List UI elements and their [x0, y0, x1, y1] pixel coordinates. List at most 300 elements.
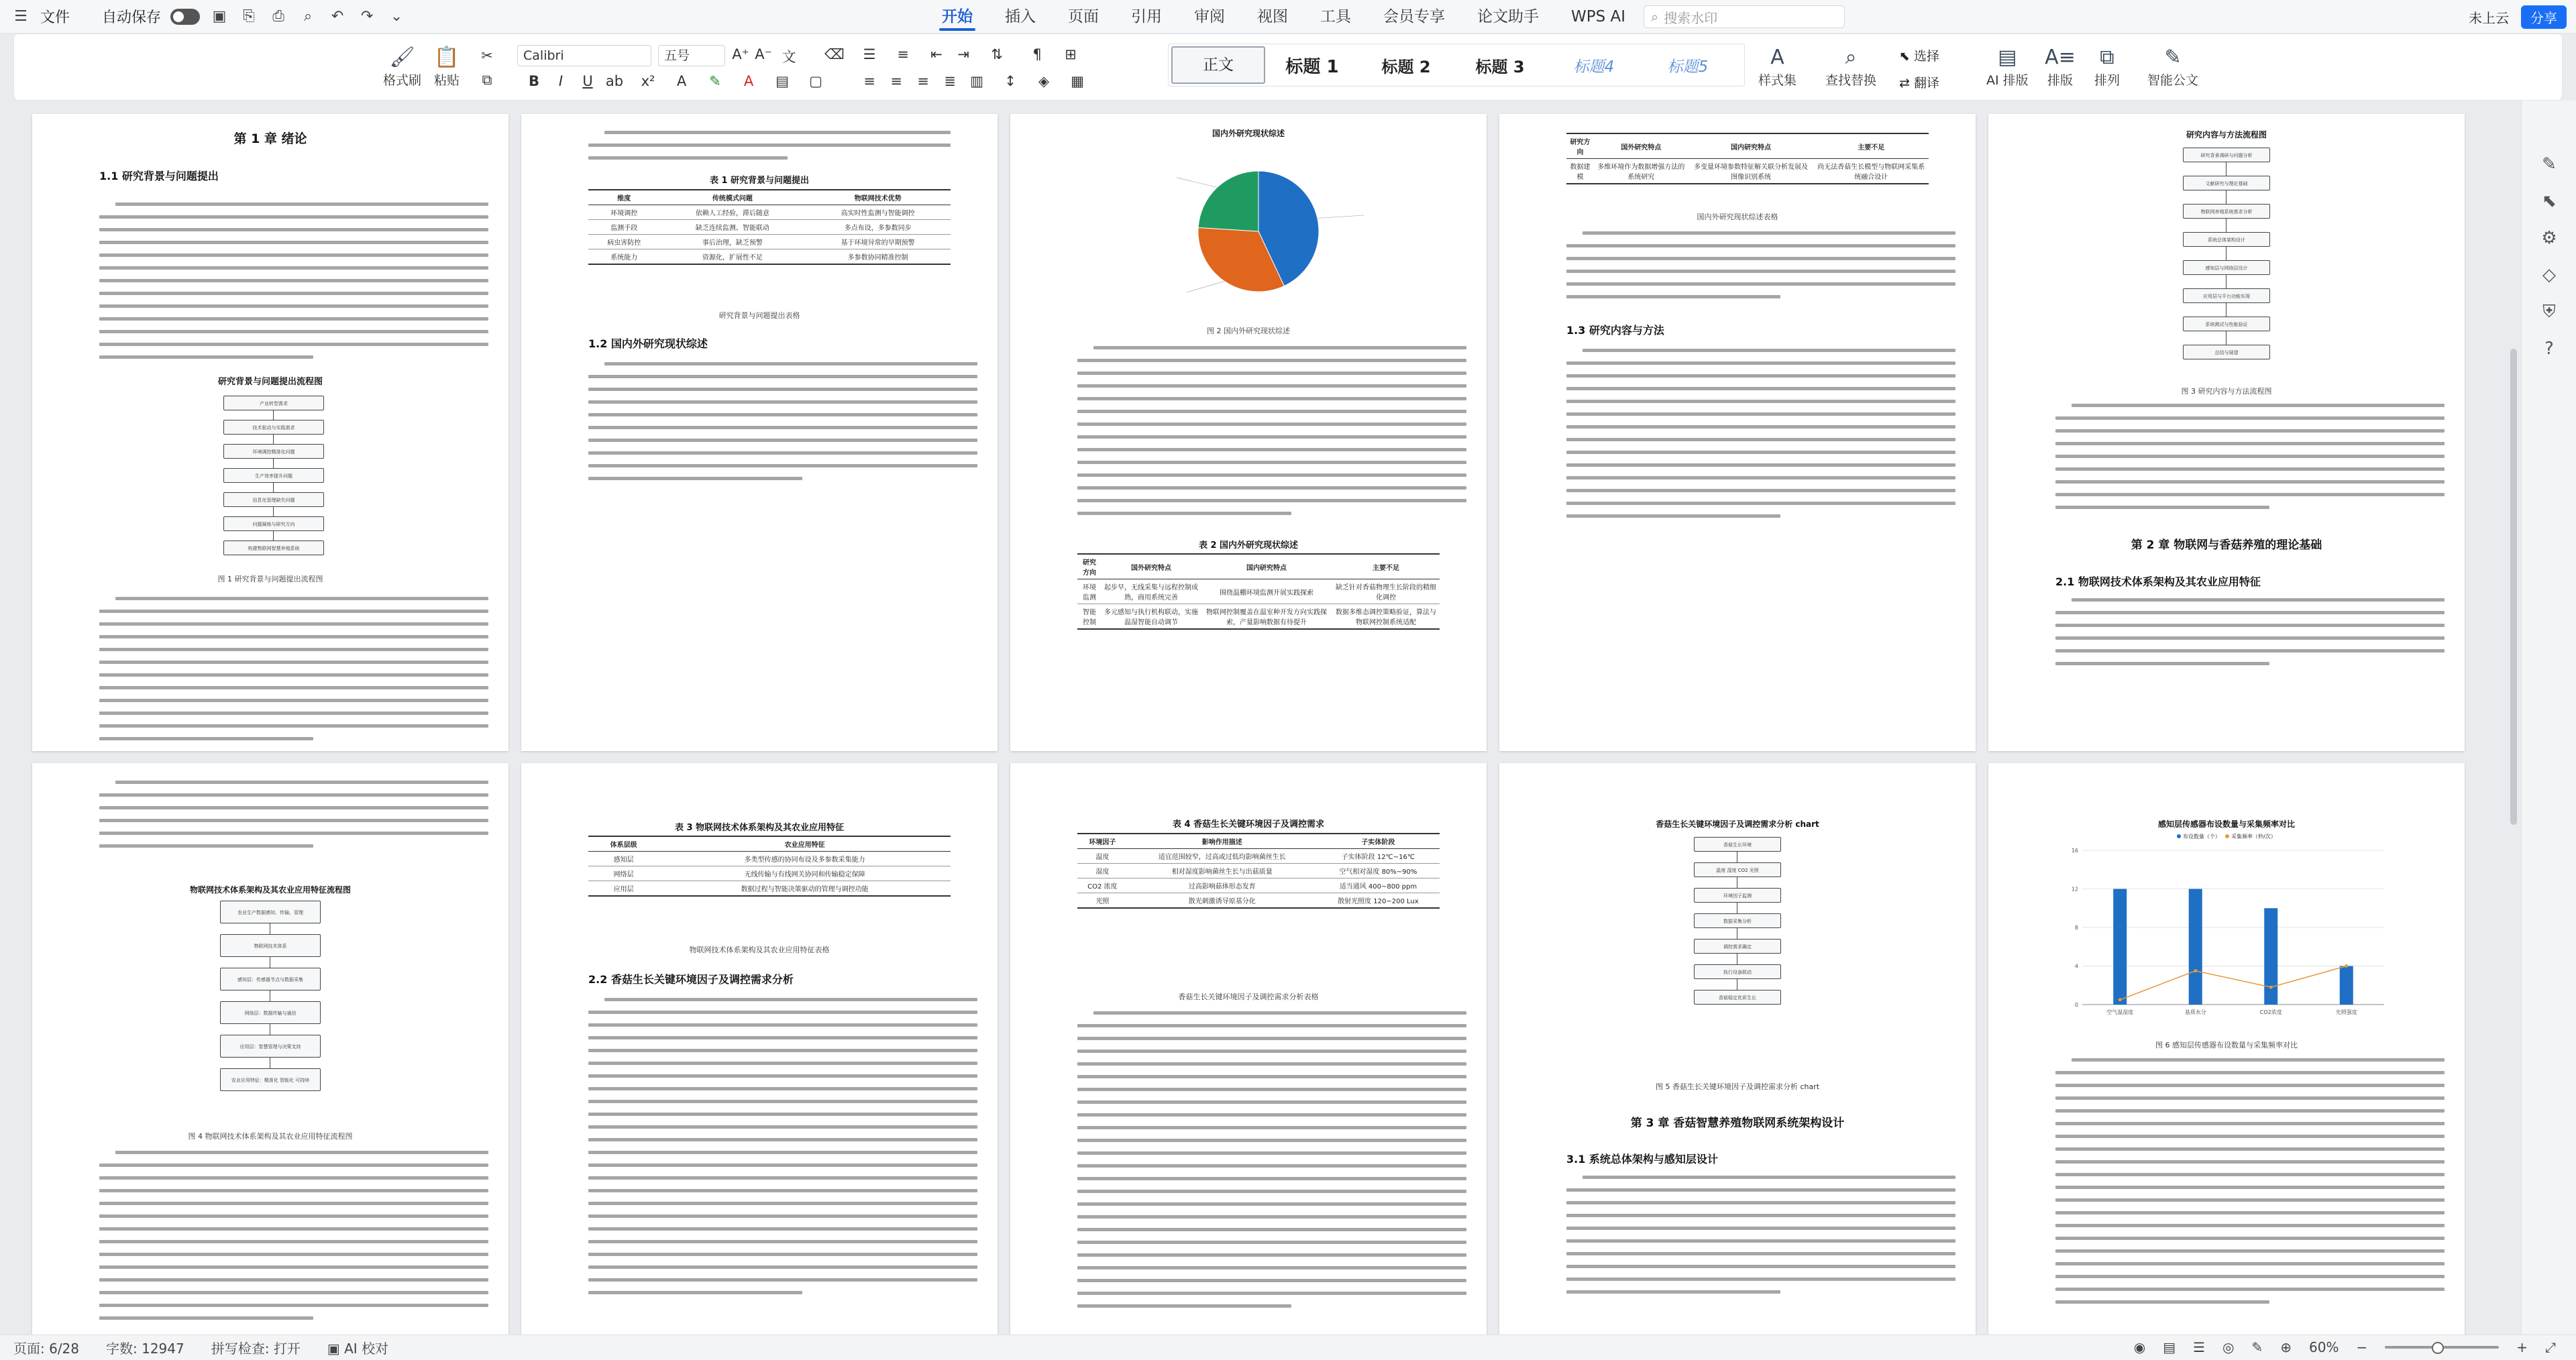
chapter-title: 第 1 章 绪论	[233, 131, 307, 146]
text-line	[2055, 1237, 2445, 1240]
text-line	[1566, 1239, 1955, 1243]
table-header: 主要不足	[1332, 554, 1440, 579]
figure-title: 物联网技术体系架构及其农业应用特征流程图	[189, 885, 351, 895]
search-box[interactable]	[1644, 5, 1845, 28]
layout-button[interactable]: A≡ 排版	[2047, 44, 2074, 89]
page-7	[521, 763, 998, 1335]
table-cell: 依赖人工经验，滞后随意	[660, 205, 806, 220]
distribute-icon[interactable]: ▥	[970, 73, 983, 89]
text-line	[1077, 359, 1466, 362]
text-line	[588, 1062, 977, 1065]
text-line	[99, 343, 488, 346]
shape-icon[interactable]: ◇	[2542, 265, 2556, 285]
text-line	[1077, 384, 1466, 388]
flow-node: 香菇稳定优质生长	[1694, 990, 1781, 1005]
table-note: 物联网技术体系架构及其农业应用特征表格	[689, 946, 830, 954]
write-view-icon[interactable]: ✎	[2251, 1339, 2263, 1355]
text-line	[588, 1138, 977, 1141]
line-series	[2120, 966, 2347, 1000]
customize-chevron-icon[interactable]: ⌄	[390, 8, 403, 25]
text-line	[99, 686, 488, 689]
table-cell: 多维环境作为数据增强方法的系统研究	[1594, 159, 1688, 184]
flow-arrow	[273, 507, 274, 516]
underline-icon[interactable]: U	[582, 73, 593, 89]
flow-node: 执行设备联动	[1694, 964, 1781, 979]
table-note: 研究背景与问题提出表格	[718, 311, 800, 320]
text-line	[1077, 1151, 1466, 1155]
section-heading: 3.1 系统总体架构与感知层设计	[1566, 1153, 1718, 1166]
share-button[interactable]: 分享	[2521, 5, 2567, 29]
table-row	[1077, 879, 1440, 893]
table-header: 物联网技术优势	[805, 190, 951, 205]
text-line	[588, 1074, 977, 1078]
page-8	[1010, 763, 1487, 1335]
text-line	[1077, 1126, 1466, 1129]
tab-4[interactable]: 审阅	[1194, 7, 1225, 25]
font-name-select[interactable]: Calibri	[517, 45, 651, 66]
ribbon-tabs	[926, 0, 1642, 34]
justify-icon[interactable]: ≣	[944, 73, 956, 89]
style-set-button[interactable]: A 样式集	[1758, 44, 1796, 89]
tab-5[interactable]: 视图	[1257, 7, 1288, 25]
format-painter-button[interactable]: 🖌 格式刷	[383, 44, 421, 89]
text-line	[1077, 1190, 1466, 1193]
arrange-icon: ⧉	[2100, 45, 2114, 69]
figure-title: 香菇生长关键环境因子及调控需求分析 chart	[1656, 819, 1819, 829]
table-cell: 病虫害防控	[588, 235, 660, 249]
table-header: 国外研究特点	[1102, 554, 1201, 579]
undo-icon[interactable]: ↶	[331, 8, 344, 25]
text-line	[2055, 1288, 2445, 1291]
show-marks-icon[interactable]: ¶	[1032, 46, 1042, 62]
select-button[interactable]: ⬉ 选择	[1899, 49, 1939, 64]
text-line	[588, 1189, 977, 1192]
table-row	[588, 852, 951, 866]
font-color-icon[interactable]: A	[743, 73, 754, 89]
table-cell: 环境监测	[1077, 579, 1102, 604]
text-line	[588, 1036, 977, 1039]
text-line	[99, 793, 488, 797]
ai-check-button[interactable]: ▣ AI 校对	[327, 1341, 389, 1357]
style-5[interactable]: 标题5	[1667, 58, 1709, 76]
text-line	[1566, 1227, 1955, 1230]
table-row	[588, 881, 951, 897]
italic-icon[interactable]: I	[558, 73, 564, 89]
cut-icon[interactable]: ✂	[481, 48, 493, 64]
table-cell: 环境调控	[588, 205, 660, 220]
text-line	[2055, 1109, 2445, 1113]
sort-icon[interactable]: ⇅	[991, 46, 1003, 62]
text-line	[588, 1087, 977, 1090]
text-line	[99, 292, 488, 295]
text-line	[99, 673, 488, 677]
magnifier-icon: ⌕	[1845, 45, 1857, 69]
figure-caption: 图 6 感知层传感器布设数量与采集频率对比	[2155, 1041, 2298, 1050]
table-2	[1077, 553, 1440, 630]
flow-node: 温度 湿度 CO2 光照	[1694, 862, 1781, 877]
fit-window-icon[interactable]: ⤢	[2545, 1339, 2556, 1355]
text-line	[99, 1265, 488, 1269]
text-line	[99, 215, 488, 219]
text-line	[2055, 624, 2445, 627]
table-cell: 数据过程与智能决策驱动的管理与调控功能	[659, 881, 951, 897]
superscript-icon[interactable]: x²	[641, 73, 655, 89]
text-line	[588, 375, 977, 378]
table-row	[1077, 893, 1440, 909]
paragraph	[2055, 404, 2458, 518]
text-line	[99, 1304, 488, 1307]
flow-node: 物联网养殖系统需求分析	[2183, 204, 2270, 219]
ai-check-icon: ▣	[327, 1341, 345, 1357]
cloud-status[interactable]: 未上云	[2469, 10, 2509, 26]
text-line	[1077, 1024, 1466, 1027]
table-4	[1077, 833, 1440, 909]
paste-button[interactable]: 📋 粘贴	[433, 44, 460, 89]
save-icon[interactable]: ▣	[212, 8, 227, 25]
redo-icon[interactable]: ↷	[360, 8, 374, 25]
shading-icon[interactable]: ◈	[1038, 73, 1050, 89]
x-tick-label: 光照强度	[2335, 1009, 2357, 1015]
flow-node: 研究背景调研与问题分析	[2183, 148, 2270, 162]
text-line	[1093, 346, 1466, 349]
tab-9[interactable]: WPS AI	[1571, 7, 1626, 25]
text-line	[99, 712, 488, 715]
text-line	[99, 355, 313, 359]
spellcheck-toggle[interactable]: 拼写检查: 打开	[211, 1341, 301, 1357]
text-line	[2055, 1160, 2445, 1164]
text-line	[1077, 1177, 1466, 1180]
paragraph	[99, 597, 502, 750]
char-shading-icon[interactable]: ▤	[775, 73, 789, 89]
table-cell: 事后治理，缺乏预警	[660, 235, 806, 249]
section-heading: 2.2 香菇生长关键环境因子及调控需求分析	[588, 973, 794, 986]
text-line	[99, 832, 488, 835]
text-line	[1566, 1278, 1955, 1281]
vertical-scrollbar[interactable]	[2509, 101, 2518, 1335]
outline-view-icon[interactable]: ☰	[2193, 1339, 2206, 1355]
text-line	[2055, 1173, 2445, 1176]
menu-icon[interactable]: ☰	[14, 8, 28, 25]
text-line	[1566, 282, 1955, 286]
text-line	[1077, 435, 1466, 439]
table-header: 子实体阶段	[1317, 834, 1440, 849]
pen-icon[interactable]: ✎	[2542, 154, 2557, 174]
y-tick-label: 4	[2074, 963, 2078, 970]
highlight-icon[interactable]: ✎	[709, 73, 721, 89]
table-row	[588, 249, 951, 265]
text-line	[99, 1227, 488, 1231]
text-line	[1077, 1062, 1466, 1066]
table-header: 体系层级	[588, 836, 659, 852]
flow-arrow	[273, 483, 274, 492]
table-header: 国外研究特点	[1594, 133, 1688, 159]
text-line	[588, 1023, 977, 1027]
text-line	[1077, 1088, 1466, 1091]
copy-icon[interactable]: ⧉	[482, 72, 492, 88]
phonetic-icon[interactable]: 文	[782, 49, 796, 65]
table-icon[interactable]: ⊞	[1065, 46, 1077, 62]
eye-protect-icon[interactable]: ◉	[2133, 1339, 2146, 1355]
text-line	[99, 1202, 488, 1205]
flow-node: 网络层：数据传输与通信	[220, 1001, 321, 1024]
text-line	[604, 131, 951, 134]
file-menu[interactable]: 文件	[40, 9, 70, 26]
text-line	[99, 819, 488, 822]
text-line	[588, 1214, 977, 1218]
text-line	[99, 844, 313, 848]
table-cell: 围绕温棚环境监测开展实践探索	[1201, 579, 1332, 604]
bar	[2264, 908, 2277, 1005]
text-line	[2055, 636, 2445, 640]
cursor-icon: ⬉	[1899, 49, 1914, 64]
grow-font-icon[interactable]: A⁺	[732, 46, 749, 62]
bold-icon[interactable]: B	[528, 73, 539, 89]
text-line	[2055, 1300, 2269, 1304]
flowchart	[2166, 148, 2287, 396]
section-heading: 1.1 研究背景与问题提出	[99, 170, 219, 182]
shrink-font-icon[interactable]: A⁻	[755, 46, 772, 62]
text-line	[588, 1049, 977, 1052]
flow-node: 环境调控精准化问题	[223, 444, 324, 459]
flow-node: 系统总体架构设计	[2183, 232, 2270, 247]
page-view-icon[interactable]: ▤	[2163, 1339, 2176, 1355]
text-line	[99, 737, 313, 740]
tab-3[interactable]: 引用	[1131, 7, 1162, 25]
arrange-button[interactable]: ⧉ 排列	[2094, 44, 2121, 89]
text-line	[2055, 455, 2445, 458]
text-line	[1566, 489, 1955, 492]
tab-2[interactable]: 页面	[1068, 7, 1099, 25]
table-cell: 多变量环境参数特征解关联分析发展及图像识别系统	[1688, 159, 1814, 184]
paragraph	[1566, 1176, 1969, 1303]
clear-format-icon[interactable]: ⌫	[824, 46, 845, 62]
table-cell: 智能控制	[1077, 604, 1102, 630]
text-line	[1077, 1253, 1466, 1257]
table-2-continued	[1566, 133, 1929, 184]
char-border-icon[interactable]: ▢	[809, 73, 822, 89]
text-line	[588, 156, 788, 160]
style-3[interactable]: 标题 3	[1475, 57, 1525, 76]
table-row	[1077, 579, 1440, 604]
style-1[interactable]: 标题 1	[1285, 56, 1339, 77]
figure-title: 研究背景与问题提出流程图	[217, 377, 323, 387]
tab-0[interactable]: 开始	[926, 0, 989, 34]
style-0[interactable]: 正文	[1171, 46, 1265, 84]
line-spacing-icon[interactable]: ↕	[1004, 73, 1016, 89]
tab-8[interactable]: 论文助手	[1477, 7, 1539, 25]
table-cell: 感知层	[588, 852, 659, 866]
globe-icon[interactable]: ⊕	[2280, 1339, 2292, 1355]
increase-indent-icon[interactable]: ⇥	[957, 46, 969, 62]
legend-swatch	[2225, 834, 2229, 838]
text-line	[2055, 1122, 2445, 1125]
table-note: 国内外研究现状综述表格	[1697, 213, 1778, 221]
zoom-out-icon[interactable]: −	[2356, 1339, 2368, 1355]
text-line	[1077, 1304, 1291, 1308]
web-view-icon[interactable]: ◎	[2222, 1339, 2235, 1355]
text-line	[2055, 1198, 2445, 1202]
section-heading: 1.2 国内外研究现状综述	[588, 337, 708, 350]
find-replace-button[interactable]: ⌕ 查找替换	[1825, 44, 1876, 89]
export-icon[interactable]: ⎘	[243, 8, 255, 25]
text-line	[99, 241, 488, 244]
text-line	[1077, 1164, 1466, 1168]
word-count[interactable]: 字数: 12947	[106, 1341, 184, 1357]
table-row	[588, 205, 951, 220]
chapter-title: 第 3 章 香菇智慧养殖物联网系统架构设计	[1630, 1117, 1845, 1130]
chart-legend	[1988, 833, 2465, 840]
x-tick-label: 空气温湿度	[2106, 1009, 2134, 1015]
text-line	[2055, 1096, 2445, 1100]
zoom-level[interactable]: 60%	[2309, 1339, 2339, 1355]
line-point	[2345, 964, 2348, 968]
table-cell: 应用层	[588, 881, 659, 897]
select-tool-icon[interactable]: ⬉	[2542, 191, 2557, 211]
smart-doc-button[interactable]: ✎ 智能公文	[2147, 44, 2198, 89]
table-cell: 缺乏连续监测、智能联动	[660, 220, 806, 235]
paragraph	[99, 781, 502, 857]
text-line	[99, 661, 488, 664]
table-cell: 数据多维态调控策略验证，算法与物联网控制系统适配	[1332, 604, 1440, 630]
tab-6[interactable]: 工具	[1320, 7, 1351, 25]
text-effect-icon[interactable]: A	[676, 73, 687, 89]
text-line	[1077, 486, 1466, 490]
search-input[interactable]: 搜索水印	[1664, 9, 1718, 26]
text-line	[588, 426, 977, 429]
text-line	[2055, 611, 2445, 614]
text-line	[115, 203, 488, 206]
shield-icon[interactable]: ⛨	[2542, 302, 2556, 322]
text-line	[1582, 349, 1955, 352]
text-line	[99, 1176, 488, 1180]
text-line	[588, 388, 977, 391]
table-row	[1077, 864, 1440, 879]
text-line	[2055, 506, 2269, 509]
table-cell: 数据建模	[1566, 159, 1594, 184]
table-cell: 无线传输与有线网关协同和传输稳定保障	[659, 866, 951, 881]
autosave-toggle[interactable]	[170, 9, 200, 25]
y-tick-label: 8	[2074, 925, 2078, 931]
page-10	[1988, 763, 2465, 1335]
text-line	[1077, 448, 1466, 451]
table-cell: 缺乏针对香菇物理生长阶段的精细化调控	[1332, 579, 1440, 604]
text-line	[2072, 404, 2445, 407]
table-cell: 适宜范围较窄，过高或过低均影响菌丝生长	[1128, 849, 1317, 864]
text-line	[1566, 387, 1955, 390]
text-line	[99, 1291, 488, 1294]
text-line	[99, 699, 488, 702]
text-line	[99, 1214, 488, 1218]
page-1	[32, 114, 508, 751]
print-icon[interactable]: ⎙	[272, 8, 284, 25]
text-line	[115, 1151, 488, 1154]
pie-chart	[1077, 141, 1440, 322]
text-line	[588, 1202, 977, 1205]
font-size-select[interactable]: 五号	[658, 45, 725, 66]
page-3	[1010, 114, 1487, 751]
text-line	[604, 998, 977, 1001]
strikethrough-icon[interactable]: ab	[605, 73, 624, 89]
adjust-icon[interactable]: ⚙	[2541, 228, 2557, 248]
text-line	[1077, 1075, 1466, 1078]
table-cell: 相对湿度影响菌丝生长与出菇质量	[1128, 864, 1317, 879]
text-line	[1582, 231, 1955, 235]
bullet-list-icon[interactable]: ☰	[863, 46, 876, 62]
ai-layout-button[interactable]: ▤ AI 排版	[1986, 44, 2029, 89]
paragraph	[1077, 1011, 1480, 1317]
preview-icon[interactable]: ⌕	[303, 8, 313, 25]
text-line	[1077, 1279, 1466, 1282]
numbered-list-icon[interactable]: ≡	[897, 46, 909, 62]
text-line	[2072, 1058, 2445, 1062]
style-4[interactable]: 标题4	[1573, 58, 1615, 76]
page-5	[1988, 114, 2465, 751]
flow-node: 应用层与平台功能实现	[2183, 288, 2270, 303]
menu-bar	[0, 0, 2576, 34]
text-line	[588, 1113, 977, 1116]
legend-entry: 布设数量（个）	[2182, 834, 2220, 840]
tab-7[interactable]: 会员专享	[1383, 7, 1445, 25]
border-icon[interactable]: ▦	[1071, 73, 1084, 89]
text-line	[1077, 1266, 1466, 1269]
tab-1[interactable]: 插入	[1005, 7, 1036, 25]
page-indicator[interactable]: 页面: 6/28	[13, 1341, 80, 1357]
page-2	[521, 114, 998, 751]
align-right-icon[interactable]: ≡	[917, 73, 929, 89]
text-line	[99, 253, 488, 257]
table-caption: 表 2 国内外研究现状综述	[1198, 541, 1299, 551]
help-icon[interactable]: ?	[2544, 339, 2554, 359]
table-caption: 表 1 研究背景与问题提出	[709, 176, 810, 186]
text-line	[2055, 467, 2445, 471]
translate-button[interactable]: ⇄ 翻译	[1899, 76, 1939, 91]
text-line	[1566, 257, 1955, 260]
table-caption: 表 3 物联网技术体系架构及其农业应用特征	[674, 823, 845, 833]
pie-leader-line	[1318, 215, 1364, 218]
text-line	[1077, 422, 1466, 426]
style-2[interactable]: 标题 2	[1381, 57, 1431, 76]
flow-node: 农业生产数据感知、传输、管理	[220, 901, 321, 923]
text-line	[588, 477, 802, 480]
text-line	[99, 1240, 488, 1243]
text-line	[1566, 502, 1955, 505]
bar	[2340, 966, 2353, 1005]
text-line	[588, 400, 977, 404]
text-line	[99, 610, 488, 613]
layout-icon: A≡	[2045, 45, 2076, 69]
table-header: 国内研究特点	[1201, 554, 1332, 579]
page-6	[32, 763, 508, 1335]
text-line	[99, 622, 488, 626]
text-line	[1077, 1050, 1466, 1053]
text-line	[1077, 1292, 1466, 1295]
zoom-in-icon[interactable]: +	[2516, 1339, 2528, 1355]
align-center-icon[interactable]: ≡	[890, 73, 902, 89]
text-line	[2055, 662, 2269, 665]
text-line	[1566, 451, 1955, 454]
table-note: 香菇生长关键环境因子及调控需求分析表格	[1178, 993, 1319, 1001]
zoom-slider[interactable]	[2385, 1346, 2499, 1349]
scroll-thumb[interactable]	[2510, 349, 2517, 825]
text-line	[99, 635, 488, 638]
text-line	[1077, 1113, 1466, 1117]
decrease-indent-icon[interactable]: ⇤	[930, 46, 943, 62]
align-left-icon[interactable]: ≡	[863, 73, 875, 89]
bar	[2113, 889, 2127, 1005]
line-point	[2118, 998, 2122, 1001]
style-set-icon: A	[1770, 45, 1784, 69]
table-row	[1077, 849, 1440, 864]
